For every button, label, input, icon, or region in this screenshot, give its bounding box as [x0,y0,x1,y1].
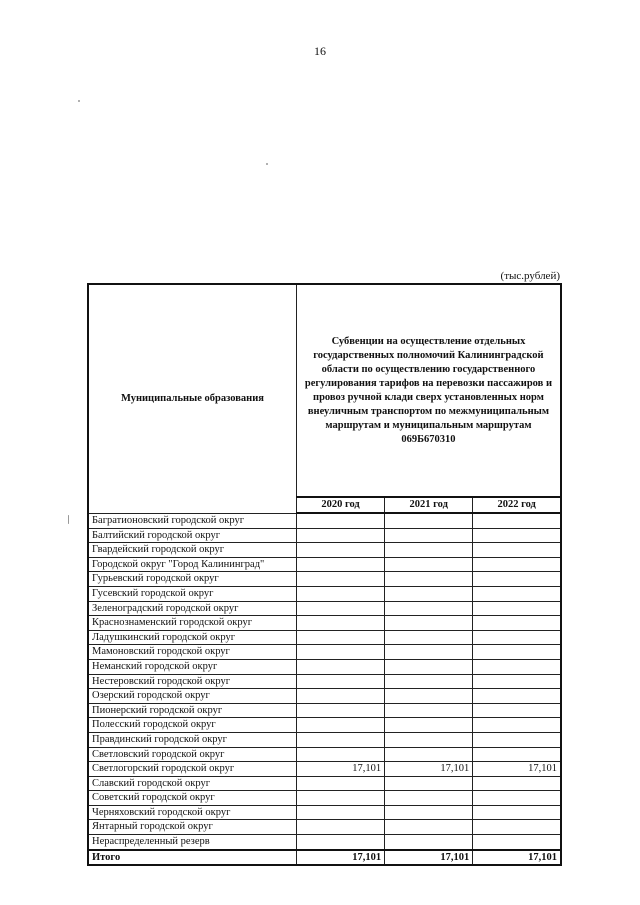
value-cell [296,659,384,674]
table-row [88,586,561,601]
value-cell [473,616,561,631]
municipality-name: Пионерский городской округ [88,703,296,718]
value-cell [296,820,384,835]
value-cell [385,528,473,543]
table-row [88,645,561,660]
municipality-name: Гвардейский городской округ [88,543,296,558]
value-cell [296,543,384,558]
value-cell [296,616,384,631]
value-cell [385,805,473,820]
table-body [88,513,561,865]
value-cell: 17,101 [473,850,561,866]
total-row [88,850,561,866]
table-row [88,513,561,528]
scan-speck [78,100,80,102]
value-cell [385,572,473,587]
value-cell [296,572,384,587]
table-row [88,762,561,777]
value-cell [473,543,561,558]
table-row [88,630,561,645]
value-cell [296,703,384,718]
value-cell [296,718,384,733]
value-cell [385,747,473,762]
municipality-name: Мамоновский городской округ [88,645,296,660]
value-cell [473,557,561,572]
year-2022-header: 2022 год [473,497,561,513]
table-row [88,557,561,572]
municipality-name: Нераспределенный резерв [88,835,296,850]
value-cell [473,776,561,791]
header-municipalities: Муниципальные образования [88,284,296,513]
value-cell [296,513,384,528]
table-header-row [88,284,561,497]
subsidy-table [87,283,562,866]
value-cell [473,820,561,835]
value-cell [473,586,561,601]
municipality-name: Славский городской округ [88,776,296,791]
municipality-name: Светловский городской округ [88,747,296,762]
value-cell [473,528,561,543]
value-cell [385,630,473,645]
table-row [88,820,561,835]
value-cell [385,703,473,718]
header-subsidy-description: Субвенции на осуществление отдельных государственных полномочий Калининградской области по осуществлению государственного регулирования тарифов на перевозки пассажиров и провоз ручной клади сверх установленных норм внеуличным транспортом по межмуниципальным маршрутам и муниципальным маршрутам 069Б670310 [296,284,561,497]
value-cell [296,689,384,704]
value-cell [385,835,473,850]
value-cell [296,791,384,806]
value-cell [473,572,561,587]
table-row [88,543,561,558]
value-cell [385,718,473,733]
value-cell: 17,101 [385,850,473,866]
value-cell [385,820,473,835]
scan-speck [68,515,69,524]
municipality-name: Черняховский городской округ [88,805,296,820]
value-cell [296,645,384,660]
value-cell [473,630,561,645]
table-row [88,718,561,733]
value-cell [296,747,384,762]
value-cell [296,557,384,572]
municipality-name: Итого [88,850,296,866]
value-cell [473,601,561,616]
value-cell [296,586,384,601]
value-cell [296,674,384,689]
value-cell: 17,101 [385,762,473,777]
table-row [88,616,561,631]
table-row [88,674,561,689]
value-cell [473,791,561,806]
municipality-name: Ладушкинский городской округ [88,630,296,645]
municipality-name: Советский городской округ [88,791,296,806]
value-cell [473,703,561,718]
value-cell [385,645,473,660]
value-cell [473,805,561,820]
value-cell [385,601,473,616]
municipality-name: Краснознаменский городской округ [88,616,296,631]
value-cell [385,732,473,747]
value-cell [473,645,561,660]
value-cell [473,659,561,674]
municipality-name: Гусевский городской округ [88,586,296,601]
year-2021-header: 2021 год [385,497,473,513]
value-cell [473,747,561,762]
table-row [88,791,561,806]
value-cell [385,776,473,791]
value-cell [296,528,384,543]
value-cell [296,601,384,616]
value-cell: 17,101 [296,850,384,866]
table-row [88,747,561,762]
value-cell [385,674,473,689]
value-cell [385,513,473,528]
year-2020-header: 2020 год [296,497,384,513]
municipality-name: Багратионовский городской округ [88,513,296,528]
table-row [88,732,561,747]
table-row [88,572,561,587]
value-cell [473,835,561,850]
municipality-name: Зеленоградский городской округ [88,601,296,616]
municipality-name: Городской округ "Город Калининград" [88,557,296,572]
value-cell [296,732,384,747]
value-cell [473,718,561,733]
table-row [88,659,561,674]
value-cell [296,776,384,791]
value-cell [473,732,561,747]
value-cell [296,805,384,820]
value-cell [473,513,561,528]
value-cell: 17,101 [473,762,561,777]
value-cell [296,835,384,850]
municipality-name: Неманский городской округ [88,659,296,674]
value-cell [385,616,473,631]
table-row [88,805,561,820]
table-row [88,689,561,704]
value-cell [385,543,473,558]
municipality-name: Нестеровский городской округ [88,674,296,689]
value-cell [385,586,473,601]
municipality-name: Янтарный городской округ [88,820,296,835]
scan-speck [266,163,268,165]
municipality-name: Гурьевский городской округ [88,572,296,587]
value-cell [473,689,561,704]
table-row [88,835,561,850]
table-row [88,528,561,543]
units-label: (тыс.рублей) [500,270,560,282]
municipality-name: Полесский городской округ [88,718,296,733]
table-row [88,776,561,791]
value-cell: 17,101 [296,762,384,777]
municipality-name: Правдинский городской округ [88,732,296,747]
table-row [88,601,561,616]
table-row [88,703,561,718]
page-number: 16 [314,44,326,58]
value-cell [385,659,473,674]
value-cell [385,557,473,572]
value-cell [296,630,384,645]
municipality-name: Светлогорский городской округ [88,762,296,777]
value-cell [385,791,473,806]
municipality-name: Балтийский городской округ [88,528,296,543]
value-cell [473,674,561,689]
municipality-name: Озерский городской округ [88,689,296,704]
value-cell [385,689,473,704]
